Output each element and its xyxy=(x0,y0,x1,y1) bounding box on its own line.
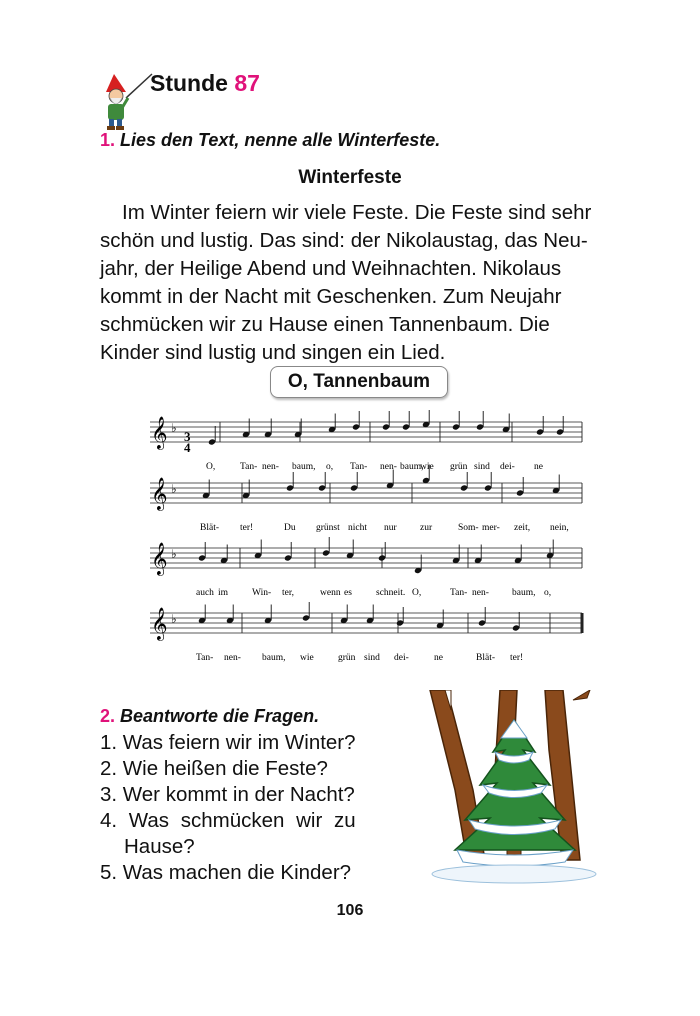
lyric-syllable: Som- xyxy=(458,523,479,533)
lyric-syllable: baum, xyxy=(512,588,536,598)
treble-clef: 𝄞 xyxy=(151,477,168,510)
lyric-syllable: Tan- xyxy=(240,462,258,472)
lyric-syllable: nein, xyxy=(550,523,569,533)
text-heading: Winterfeste xyxy=(298,167,402,188)
sheet-music xyxy=(150,410,590,672)
lyric-syllable: O, xyxy=(206,462,216,472)
question-item: Hause? xyxy=(124,835,195,858)
treble-clef: 𝄞 xyxy=(151,416,168,449)
lyric-syllable: ne xyxy=(434,653,443,663)
lyric-syllable: Blät- xyxy=(476,653,495,663)
flat-sign: ♭ xyxy=(171,482,177,496)
flat-sign: ♭ xyxy=(171,421,177,435)
lyric-syllable: grünst xyxy=(316,523,340,533)
lyric-syllable: sind xyxy=(364,653,380,663)
lyric-syllable: baum, xyxy=(292,462,316,472)
lyric-syllable: ter! xyxy=(510,653,524,663)
lyric-syllable: nur xyxy=(384,523,397,533)
question-item: 3. Wer kommt in der Nacht? xyxy=(100,783,355,806)
paragraph-line: schmücken wir zu Hause einen Tannenbaum. Die xyxy=(100,313,550,336)
lyric-syllable: ne xyxy=(534,462,543,472)
paragraph-line: Kinder sind lustig und singen ein Lied. xyxy=(100,341,446,364)
lyric-syllable: dei- xyxy=(500,462,515,472)
lyric-syllable: wenn xyxy=(320,588,341,598)
lyric-syllable: auch xyxy=(196,588,214,598)
lyric-syllable: zeit, xyxy=(514,523,531,533)
question-item: 2. Wie heißen die Feste? xyxy=(100,757,328,780)
treble-clef: 𝄞 xyxy=(151,542,168,575)
lyric-syllable: wie xyxy=(300,653,314,663)
lyric-syllable: im xyxy=(218,588,229,598)
snowy-fir-tree-illustration xyxy=(425,690,600,885)
lyric-syllable: o, xyxy=(326,462,334,472)
paragraph-line: jahr, der Heilige Abend und Weihnachten. Nikolaus xyxy=(100,257,562,280)
lyric-syllable: nen- xyxy=(472,588,489,598)
lyric-syllable: Du xyxy=(284,523,296,533)
question-list xyxy=(100,730,400,886)
lyric-syllable: mer- xyxy=(482,523,500,533)
lyric-syllable: baum, xyxy=(400,462,424,472)
page-number: 106 xyxy=(336,902,364,919)
treble-clef: 𝄞 xyxy=(151,607,168,640)
lyric-syllable: ter, xyxy=(282,588,295,598)
lesson-title: Stunde 87 xyxy=(150,70,260,96)
lyric-syllable: baum, xyxy=(262,653,286,663)
lyric-syllable: nen- xyxy=(380,462,397,472)
lyric-syllable: ter! xyxy=(240,523,254,533)
lyric-syllable: Tan- xyxy=(196,653,214,663)
time-signature-top: 3 xyxy=(184,429,191,444)
question-item: 1. Was feiern wir im Winter? xyxy=(100,731,356,754)
song-title: O, Tannenbaum xyxy=(270,366,448,398)
lyric-syllable: zur xyxy=(420,523,433,533)
lyric-syllable: nicht xyxy=(348,523,367,533)
lyric-syllable: nen- xyxy=(262,462,279,472)
flat-sign: ♭ xyxy=(171,547,177,561)
lyric-syllable: Tan- xyxy=(450,588,468,598)
lyric-syllable: grün xyxy=(338,653,356,663)
question-item: 4. Was schmücken wir zu xyxy=(100,809,356,832)
task-1-instruction: 1. Lies den Text, nenne alle Winterfeste. xyxy=(100,130,441,150)
lyric-syllable: sind xyxy=(474,462,490,472)
lyric-syllable: es xyxy=(344,588,352,598)
question-item: 5. Was machen die Kinder? xyxy=(100,861,352,884)
lyric-syllable: Win- xyxy=(252,588,272,598)
time-signature-bottom: 4 xyxy=(184,440,191,455)
lyric-syllable: schneit. xyxy=(376,588,406,598)
flat-sign: ♭ xyxy=(171,612,177,626)
lyric-syllable: wie xyxy=(420,462,434,472)
text-paragraph xyxy=(100,199,633,367)
lyric-syllable: dei- xyxy=(394,653,409,663)
paragraph-line: Im Winter feiern wir viele Feste. Die Feste sind sehr xyxy=(122,201,592,224)
paragraph-line: kommt in der Nacht mit Geschenken. Zum Neujahr xyxy=(100,285,562,308)
lyric-syllable: O, xyxy=(412,588,422,598)
task-2-instruction: 2. Beantworte die Fragen. xyxy=(100,706,320,726)
lyric-syllable: grün xyxy=(450,462,468,472)
paragraph-line: schön und lustig. Das sind: der Nikolaustag, das Neu- xyxy=(100,229,588,252)
lyric-syllable: Tan- xyxy=(350,462,368,472)
lyric-syllable: Blät- xyxy=(200,523,219,533)
lyric-syllable: o, xyxy=(544,588,552,598)
lyric-syllable: nen- xyxy=(224,653,241,663)
